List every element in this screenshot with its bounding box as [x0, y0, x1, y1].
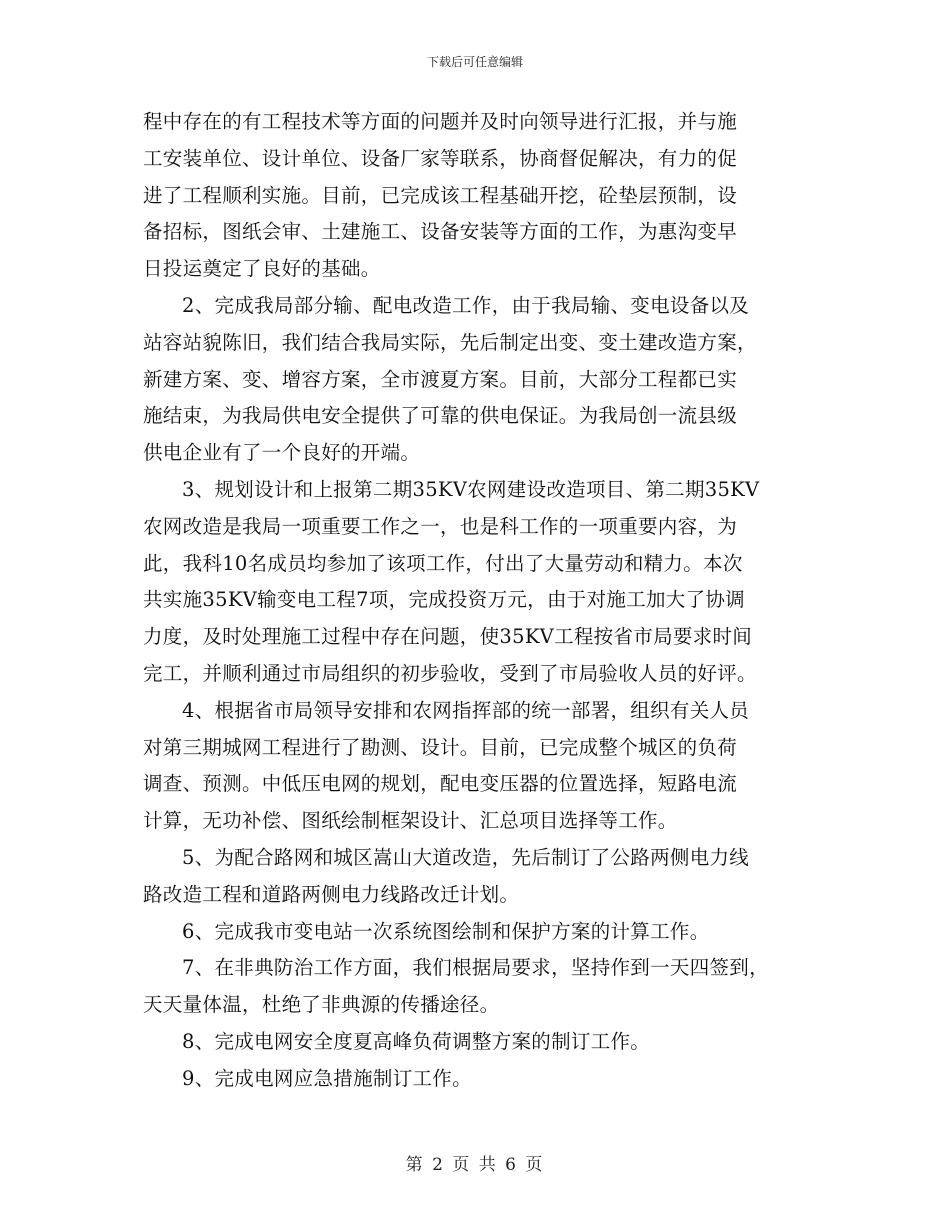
paragraph-first-line: 8、完成电网安全度夏高峰负荷调整方案的制订工作。: [182, 1029, 651, 1053]
paragraph-first-line: 6、完成我市变电站一次系统图绘制和保护方案的计算工作。: [182, 919, 710, 943]
paragraph-first-line: 5、为配合路网和城区嵩山大道改造，先后制订了公路两侧电力线: [182, 845, 750, 869]
text-line: 进了工程顺利实施。目前，已完成该工程基础开挖，砼垫层预制，设: [143, 183, 738, 207]
text-line: 计算，无功补偿、图纸绘制框架设计、汇总项目选择等工作。: [143, 809, 678, 833]
text-line: 此，我科10名成员均参加了该项工作，付出了大量劳动和精力。本次: [143, 551, 743, 575]
text-line: 完工，并顺利通过市局组织的初步验收，受到了市局验收人员的好评。: [143, 661, 757, 685]
text-line: 路改造工程和道路两侧电力线路改迁计划。: [143, 882, 520, 906]
text-line: 备招标，图纸会审、土建施工、设备安装等方面的工作，为惠沟变早: [143, 220, 738, 244]
paragraph-first-line: 3、规划设计和上报第二期35KV农网建设改造项目、第二期35KV: [182, 477, 760, 501]
text-line: 供电企业有了一个良好的开端。: [143, 441, 421, 465]
document-body: [143, 104, 815, 1098]
paragraph-first-line: 2、完成我局部分输、配电改造工作，由于我局输、变电设备以及: [182, 293, 750, 317]
text-line: 程中存在的有工程技术等方面的问题并及时向领导进行汇报，并与施: [143, 110, 738, 133]
paragraph-first-line: 7、在非典防治工作方面，我们根据局要求，坚持作到一天四签到，: [182, 956, 769, 980]
text-line: 农网改造是我局一项重要工作之一，也是科工作的一项重要内容，为: [143, 514, 738, 538]
paragraph-first-line: 9、完成电网应急措施制订工作。: [182, 1066, 472, 1090]
page-number-footer: 第 2 页 共 6 页: [405, 1155, 545, 1175]
text-line: 对第三期城网工程进行了勘测、设计。目前，已完成整个城区的负荷: [143, 735, 738, 759]
text-line: 工安装单位、设计单位、设备厂家等联系，协商督促解决，有力的促: [143, 146, 738, 170]
text-line: 站容站貌陈旧，我们结合我局实际，先后制定出变、变土建改造方案，: [143, 330, 757, 354]
page-header: 下载后可任意编辑: [426, 55, 523, 69]
text-line: 天天量体温，杜绝了非典源的传播途径。: [143, 993, 500, 1017]
paragraph-first-line: 4、根据省市局领导安排和农网指挥部的统一部署，组织有关人员: [182, 698, 750, 722]
text-line: 日投运奠定了良好的基础。: [143, 257, 381, 281]
text-line: 力度，及时处理施工过程中存在问题，使35KV工程按省市局要求时间: [143, 625, 753, 649]
text-line: 共实施35KV输变电工程7项，完成投资万元，由于对施工加大了协调: [143, 588, 745, 612]
text-line: 调查、预测。中低压电网的规划，配电变压器的位置选择，短路电流: [143, 772, 738, 796]
text-line: 施结束，为我局供电安全提供了可靠的供电保证。为我局创一流县级: [143, 404, 738, 428]
text-line: 新建方案、变、增容方案，全市渡夏方案。目前，大部分工程都已实: [143, 367, 738, 391]
